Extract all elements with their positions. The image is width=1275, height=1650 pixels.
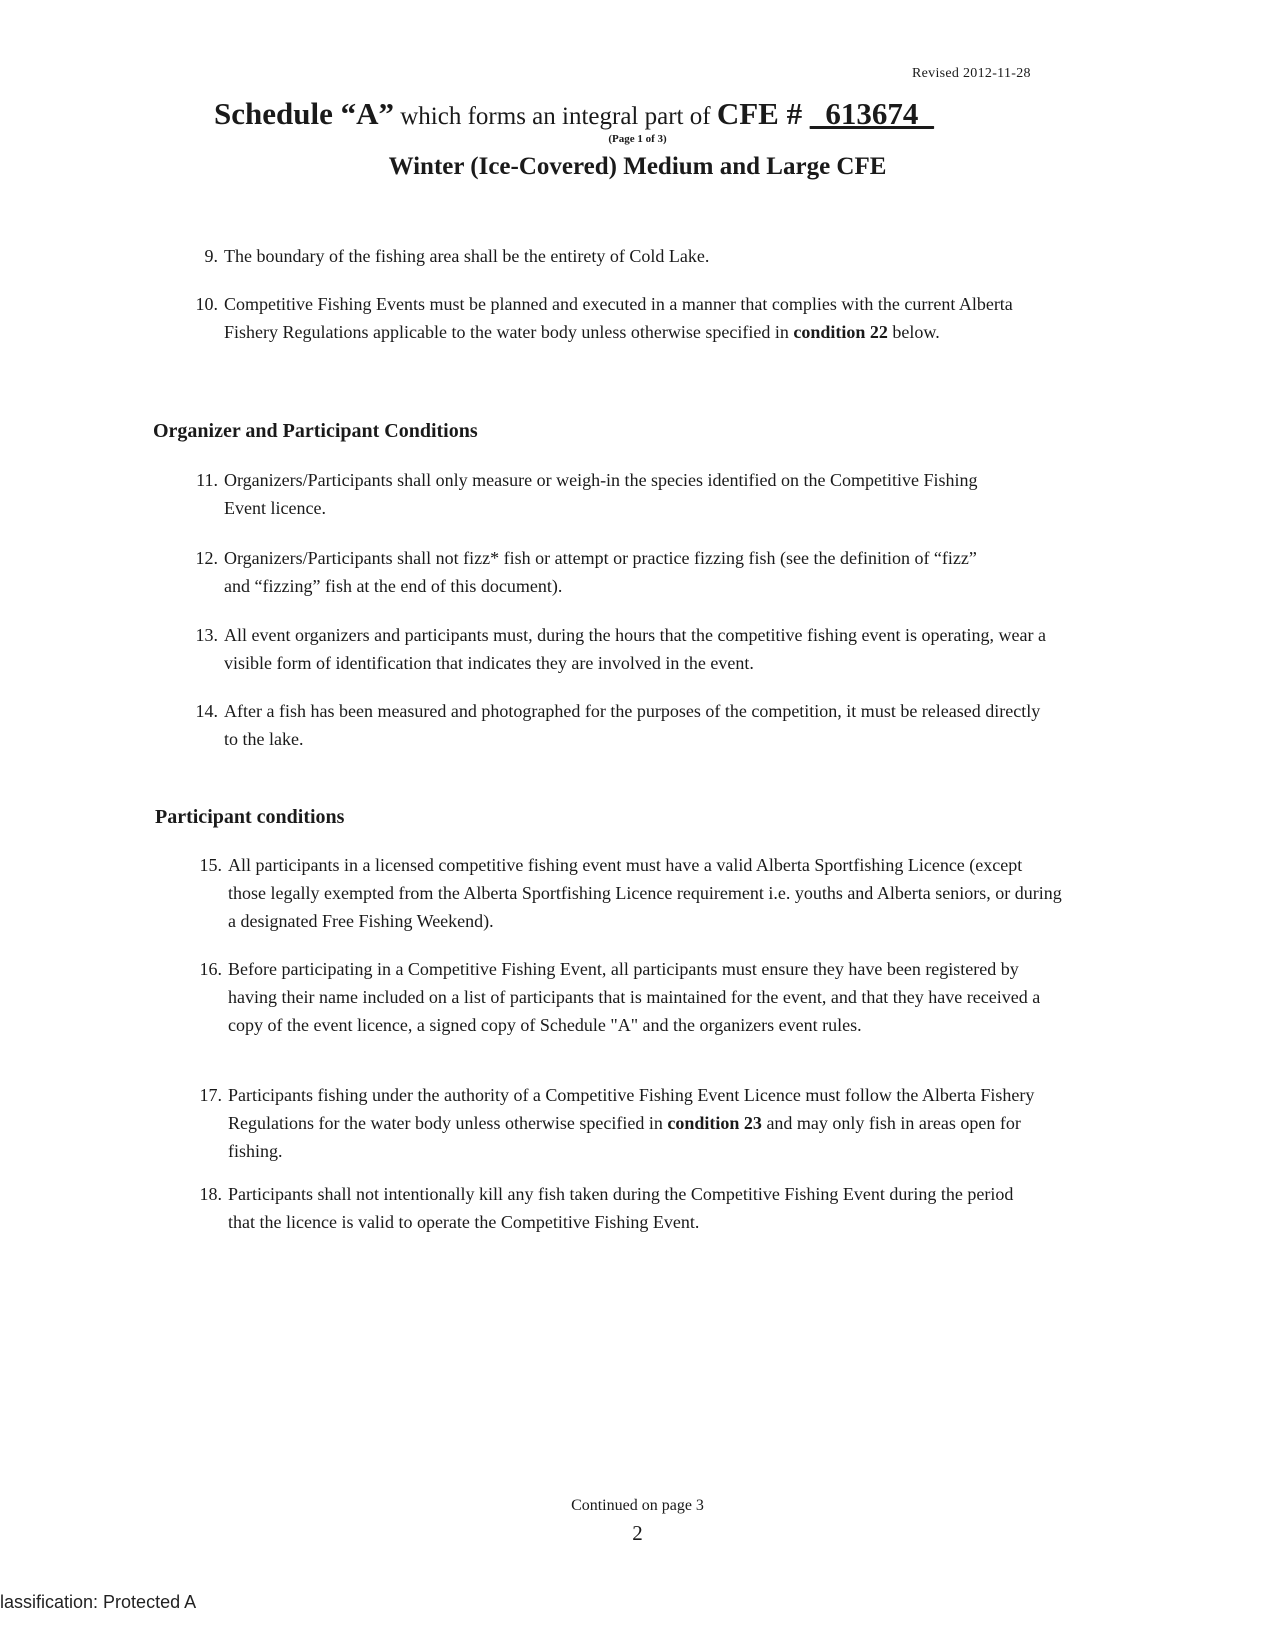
classification-label: lassification: Protected A (0, 1592, 197, 1612)
item-text-after: below. (887, 322, 940, 342)
cfe-label: CFE # (716, 96, 810, 131)
item-text-before: Competitive Fishing Events must be planned and executed in a manner that complies with the current Alberta Fishery Regulations applicable to the water body unless otherwise specified in (224, 294, 1013, 342)
list-item (180, 466, 1000, 522)
condition-reference: condition 23 (667, 1113, 762, 1133)
item-text: Organizers/Participants shall only measure or weigh-in the species identified on the Competitive Fishing Event licence. (224, 470, 978, 518)
list-item (180, 621, 1056, 677)
item-number: 11. (196, 470, 218, 490)
item-text-after: and may only fish in areas open for fishing. (228, 1113, 1021, 1161)
list-item (180, 242, 1060, 270)
item-text: After a fish has been measured and photographed for the purposes of the competition, it must be released directly to the lake. (224, 701, 1041, 749)
document-title (214, 96, 934, 132)
item-number: 14. (195, 701, 218, 721)
document-subtitle: Winter (Ice-Covered) Medium and Large CFE (388, 153, 887, 180)
list-item (184, 1081, 1064, 1165)
list-item (184, 1180, 1044, 1236)
section-heading-organizer: Organizer and Participant Conditions (153, 420, 478, 442)
cfe-number: _613674_ (809, 96, 934, 131)
section-heading-participant: Participant conditions (155, 806, 345, 828)
item-number: 10. (195, 294, 218, 314)
item-text: The boundary of the fishing area shall be the entirety of Cold Lake. (224, 246, 710, 266)
item-number: 16. (199, 959, 222, 979)
forms-text: which forms an integral part of (394, 103, 717, 130)
item-text (228, 1081, 1064, 1165)
list-item (180, 697, 1056, 753)
item-number: 12. (195, 548, 218, 568)
list-item (180, 290, 1056, 346)
schedule-label: Schedule “A” (214, 96, 394, 131)
item-text (224, 290, 1056, 346)
item-text-before: Participants fishing under the authority of a Competitive Fishing Event Licence must follow the Alberta Fishery Regulations for the water body unless otherwise specified in (228, 1085, 1035, 1133)
item-number: 9. (204, 246, 218, 266)
item-text: Participants shall not intentionally kill any fish taken during the Competitive Fishing Event during the period that the licence is valid to operate the Competitive Fishing Event. (228, 1184, 1014, 1232)
item-text: Before participating in a Competitive Fishing Event, all participants must ensure they have been registered by having their name included on a list of participants that is maintained for the event, and that they have received a copy of the event licence, a signed copy of Schedule "A" and the organizers event rules. (228, 959, 1041, 1035)
list-item (184, 955, 1060, 1039)
revised-date: Revised 2012-11-28 (912, 66, 1031, 81)
condition-reference: condition 22 (793, 322, 888, 342)
item-number: 13. (195, 625, 218, 645)
page-number: 2 (632, 1521, 643, 1545)
page-of-label: (Page 1 of 3) (608, 133, 667, 145)
item-text: Organizers/Participants shall not fizz* fish or attempt or practice fizzing fish (see the definition of “fizz” and “fizzing” fish at the end of this document). (224, 548, 977, 596)
item-number: 18. (199, 1184, 222, 1204)
item-number: 17. (199, 1085, 222, 1105)
item-number: 15. (199, 855, 222, 875)
continued-note: Continued on page 3 (571, 1497, 704, 1514)
list-item (180, 544, 1000, 600)
list-item (184, 851, 1064, 935)
item-text: All participants in a licensed competitive fishing event must have a valid Alberta Sportfishing Licence (except those legally exempted from the Alberta Sportfishing Licence requirement i.e. youths and Alberta seniors, or during a designated Free Fishing Weekend). (228, 855, 1062, 931)
item-text: All event organizers and participants must, during the hours that the competitive fishing event is operating, wear a visible form of identification that indicates they are involved in the event. (224, 625, 1046, 673)
